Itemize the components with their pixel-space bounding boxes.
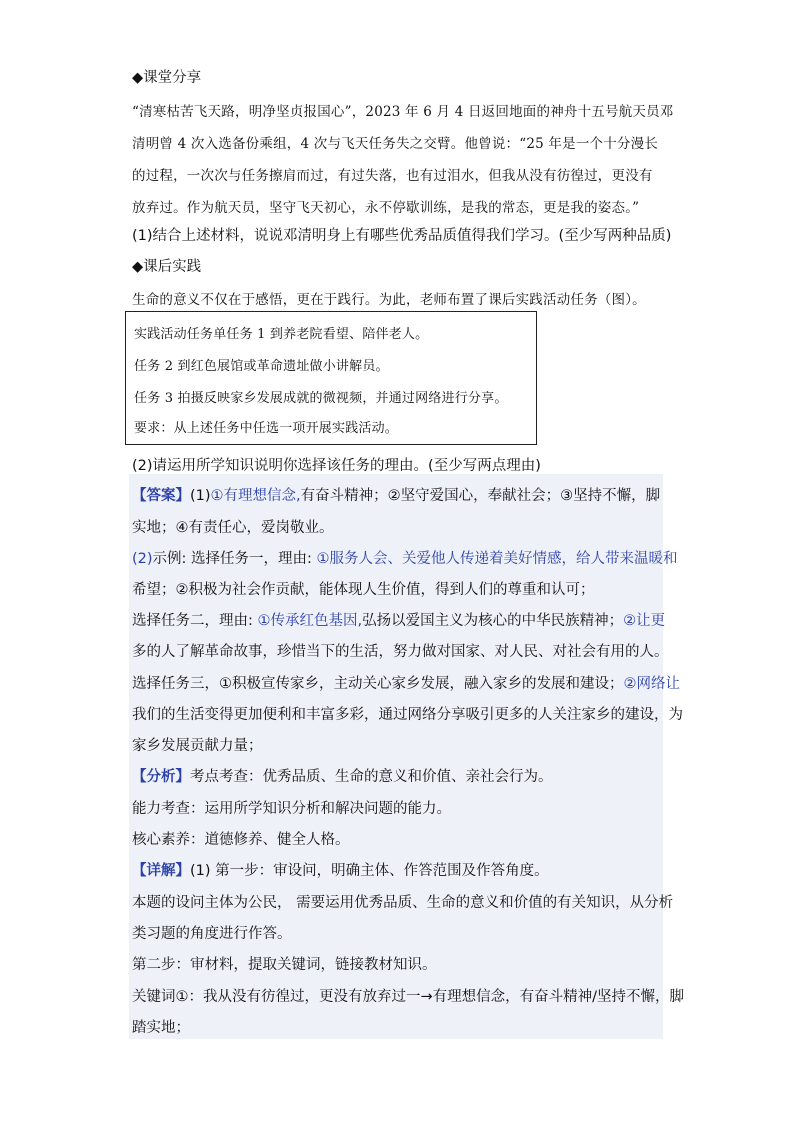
answer-line-8: 我们的生活变得更加便利和丰富多彩，通过网络分享吸引更多的人关注家乡的建设，为	[132, 707, 683, 723]
question-1: (1)结合上述材料，说说邓清明身上有哪些优秀品质值得我们学习。(至少写两种品质)	[132, 228, 672, 244]
answer-line-2: 实地；④有责任心，爱岗敬业。	[132, 520, 334, 536]
analysis-tag: 【分析】	[132, 769, 190, 785]
analysis-line-2: 能力考查：运用所学知识分析和解决问题的能力。	[132, 801, 451, 817]
detail-line-6: 踏实地；	[132, 1020, 190, 1036]
answer-line-3: (2)示例: 选择任务一，理由: ①服务人会、关爱他人传递着美好情感，给人带来温暖和	[132, 551, 678, 567]
task-list-box	[125, 311, 537, 445]
task-line-2: 任务 2 到红色展馆或革命遗址做小讲解员。	[134, 359, 389, 374]
share-line-1: “清寒枯苦飞天路，明净坚贞报国心”，2023 年 6 月 4 日返回地面的神舟十五号航天员邓	[132, 104, 674, 120]
detail-line-4: 第二步：审材料，提取关键词，链接教材知识。	[132, 957, 437, 973]
detail-line-2: 本题的设问主体为公民， 需要运用优秀品质、生命的意义和价值的有关知识，从分析	[132, 895, 674, 911]
answer-line-6: 多的人了解革命故事，珍惜当下的生活，努力做对国家、对人民、对社会有用的人。	[132, 644, 669, 660]
share-line-2: 清明曾 4 次入选备份乘组，4 次与飞天任务失之交臂。他曾说：“25 年是一个十分漫长	[132, 136, 659, 152]
question-2: (2)请运用所学知识说明你选择该任务的理由。(至少写两点理由)	[132, 458, 541, 474]
answer-line-5: 选择任务二，理由: ①传承红色基因,弘扬以爱国主义为核心的中华民族精神；②让更	[132, 613, 666, 629]
answer-line-7: 选择任务三，①积极宣传家乡，主动关心家乡发展，融入家乡的发展和建设；②网络让	[132, 676, 680, 692]
share-line-3: 的过程，一次次与任务擦肩而过，有过失落，也有过泪水，但我从没有彷徨过，更没有	[132, 168, 653, 184]
share-line-4: 放弃过。作为航天员，坚守飞天初心，永不停歇训练，是我的常态，更是我的姿态。”	[132, 200, 640, 216]
answer-line-1: 【答案】(1)①有理想信念,有奋斗精神；②坚守爱国心，奉献社会；③坚持不懈，脚	[132, 488, 661, 504]
task-line-3: 任务 3 拍摄反映家乡发展成就的微视频，并通过网络进行分享。	[134, 391, 508, 406]
task-line-1: 实践活动任务单任务 1 到养老院看望、陪伴老人。	[134, 327, 429, 342]
detail-line-1: 【详解】(1) 第一步：审设问，明确主体、作答范围及作答角度。	[132, 863, 549, 879]
analysis-line-3: 核心素养：道德修养、健全人格。	[132, 832, 350, 848]
detail-line-5: 关键词①：我从没有彷徨过，更没有放弃过一→有理想信念，有奋斗精神/坚持不懈，脚	[132, 989, 685, 1005]
practice-intro: 生命的意义不仅在于感悟，更在于践行。为此，老师布置了课后实践活动任务（图）。	[132, 292, 646, 308]
task-requirement: 要求：从上述任务中任选一项开展实践活动。	[134, 421, 399, 436]
answer-line-9: 家乡发展贡献力量；	[132, 738, 263, 754]
detail-line-3: 类习题的角度进行作答。	[132, 926, 292, 942]
detail-tag: 【详解】	[132, 863, 190, 879]
answer-line-4: 希望；②积极为社会作贡献，能体现人生价值，得到人们的尊重和认可；	[132, 582, 595, 598]
practice-heading: ◆课后实践	[132, 259, 202, 275]
answer-tag: 【答案】	[132, 488, 190, 504]
share-heading: ◆课堂分享	[132, 70, 202, 86]
analysis-line-1: 【分析】考点考查：优秀品质、生命的意义和价值、亲社会行为。	[132, 769, 553, 785]
